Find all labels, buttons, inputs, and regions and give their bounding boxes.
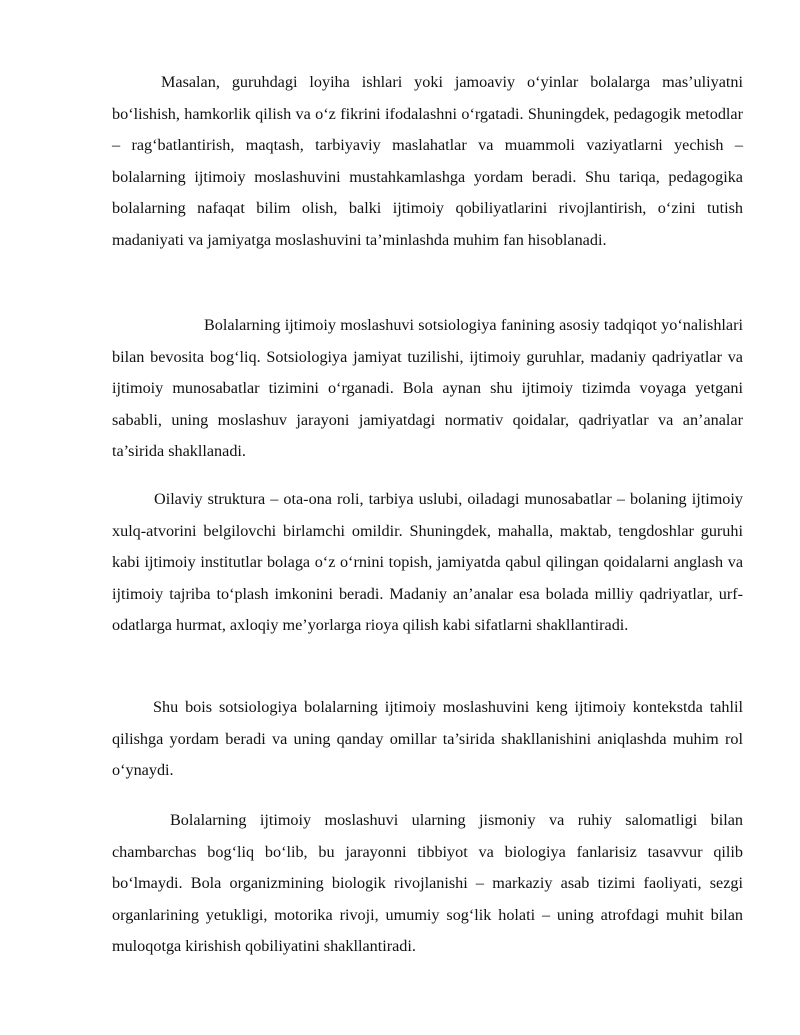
paragraph-sociology-context: Shu bois sotsiologiya bolalarning ijtimoiy moslashuvini keng ijtimoiy kontekstda tahlil qilishga yordam beradi va uning qanday omillar ta’sirida shakllanishini aniqlashda muhim rol o‘ynaydi. — [112, 698, 743, 780]
paragraph-pedagogy-methods: Masalan, guruhdagi loyiha ishlari yoki jamoaviy o‘yinlar bolalarga mas’uliyatni bo‘lishish, hamkorlik qilish va o‘z fikrini ifodalashni o‘rgatadi. Shuningdek, pedagogik metodlar – rag‘batlantirish, maqtash, tarbiyaviy maslahatlar va muammoli vaziyatlarni yechish – bolalarning ijtimoiy moslashuvini mustahkamlashga yordam beradi. Shu tariqa, pedagogika bolalarning nafaqat bilim olish, balki ijtimoiy qobiliyatlarini rivojlantirish, o‘zini tutish madaniyati va jamiyatga moslashuvini ta’minlashda muhim fan hisoblanadi. — [112, 73, 743, 249]
paragraph-health-biology: Bolalarning ijtimoiy moslashuvi ularning jismoniy va ruhiy salomatligi bilan chambarchas bog‘liq bo‘lib, bu jarayonni tibbiyot va biologiya fanlarisiz tasavvur qilib bo‘lmaydi. Bola organizmining biologik rivojlanishi – markaziy asab tizimi faoliyati, sezgi organlarining yetukligi, motorika rivoji, umumiy sog‘lik holati – uning atrofdagi muhit bilan muloqotga kirishish qobiliyatini shakllantiradi. — [112, 811, 743, 956]
paragraph-family-structure: Oilaviy struktura – ota-ona roli, tarbiya uslubi, oiladagi munosabatlar – bolaning ijtimoiy xulq-atvorini belgilovchi birlamchi omildir. Shuningdek, mahalla, maktab, tengdoshlar guruhi kabi ijtimoiy institutlar bolaga o‘z o‘rnini topish, jamiyatda qabul qilingan qoidalarni anglash va ijtimoiy tajriba to‘plash imkonini beradi. Madaniy an’analar esa bolada milliy qadriyatlar, urf-odatlarga hurmat, axloqiy me’yorlarga rioya qilish kabi sifatlarni shakllantiradi. — [112, 490, 743, 635]
paragraph-sociology-link: Bolalarning ijtimoiy moslashuvi sotsiologiya fanining asosiy tadqiqot yo‘nalishlari bilan bevosita bog‘liq. Sotsiologiya jamiyat tuzilishi, ijtimoiy guruhlar, madaniy qadriyatlar va ijtimoiy munosabatlar tizimini o‘rganadi. Bola aynan shu ijtimoiy tizimda voyaga yetgani sababli, uning moslashuv jarayoni jamiyatdagi normativ qoidalar, qadriyatlar va an’analar ta’sirida shakllanadi. — [112, 316, 743, 461]
